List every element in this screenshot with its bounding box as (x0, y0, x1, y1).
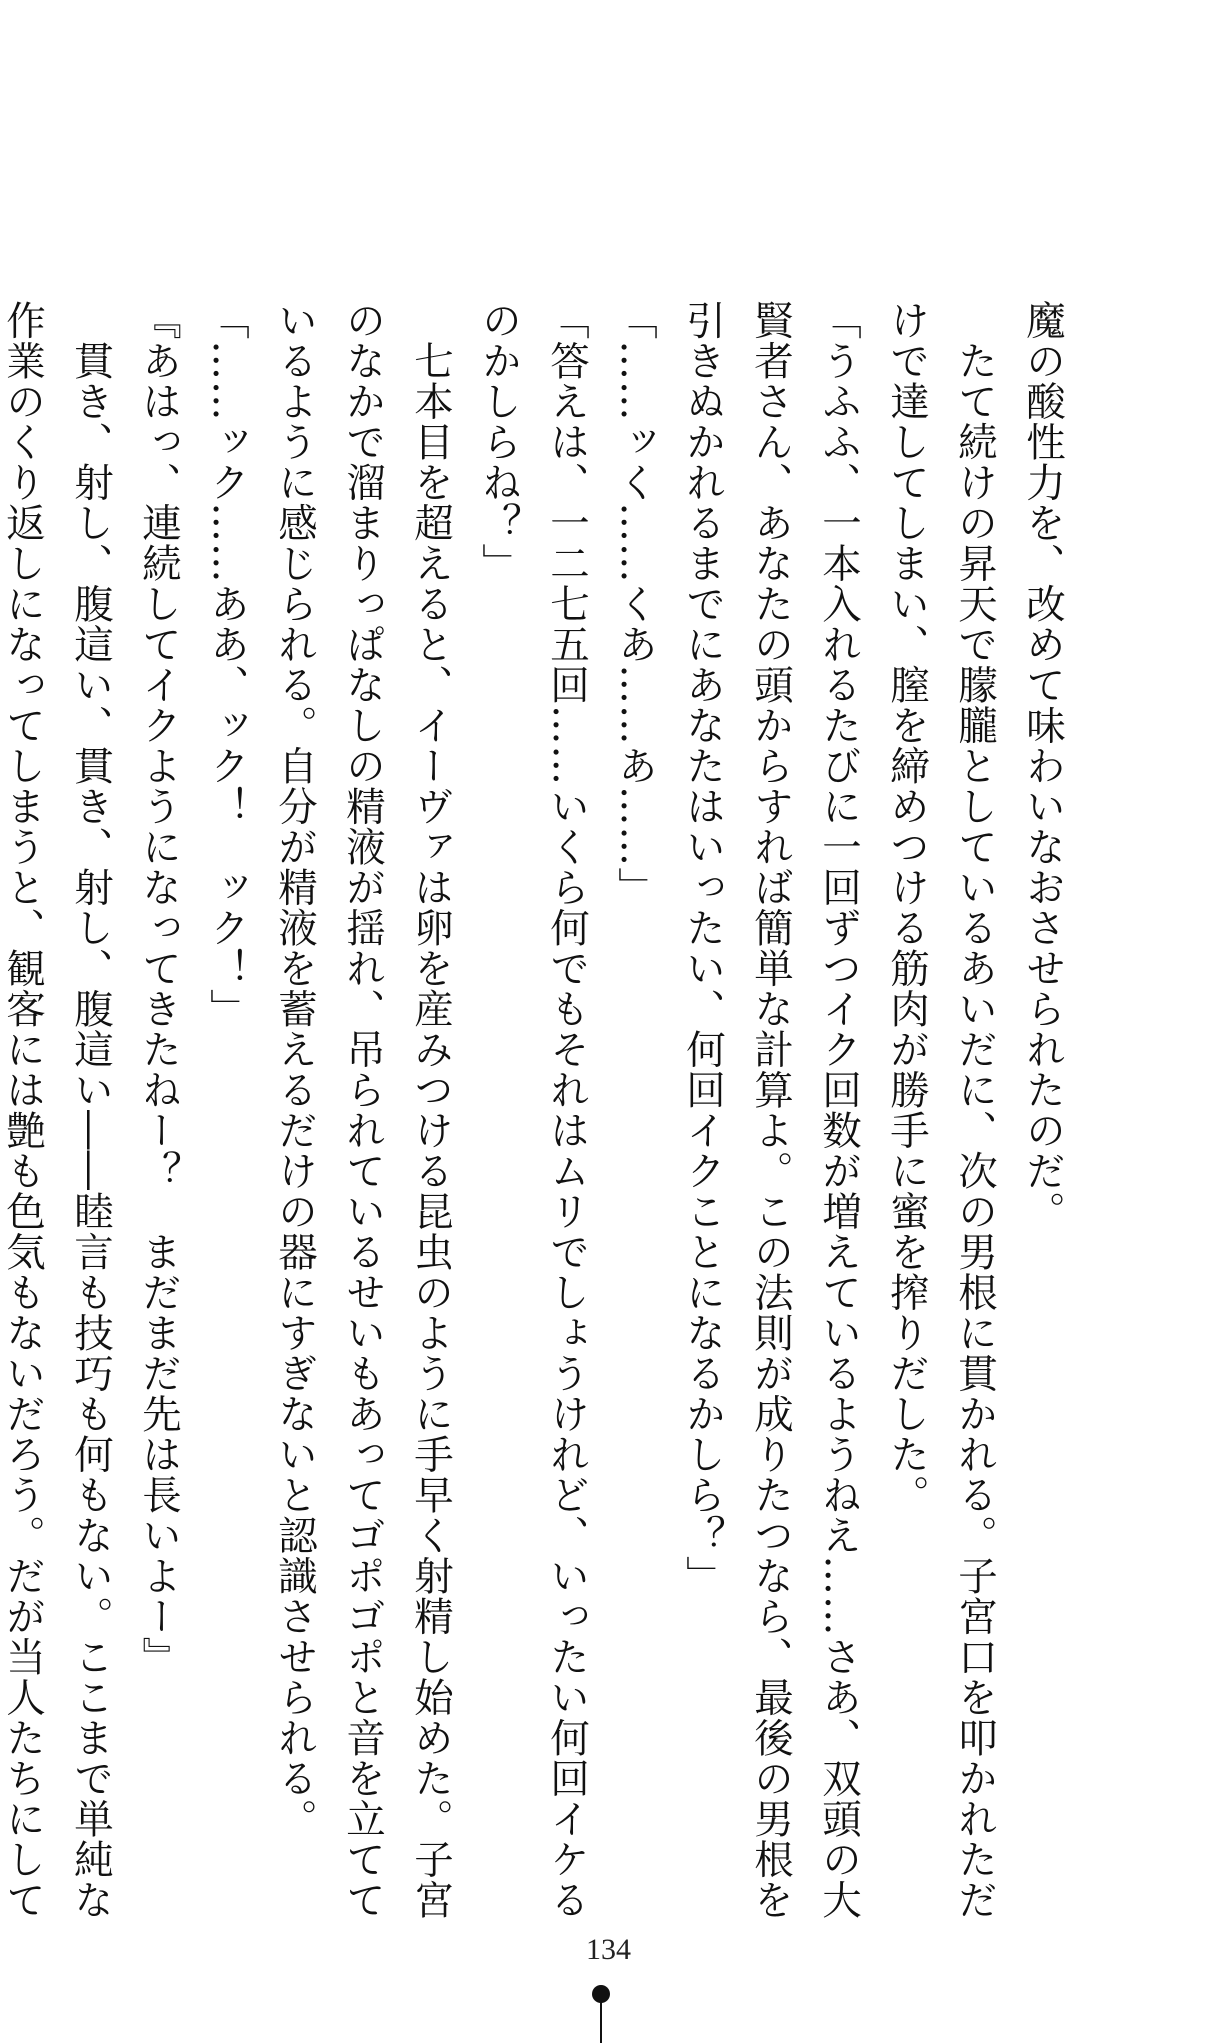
text-line: いるように感じられる。自分が精液を蓄えるだけの器にすぎないと認識させられる。 (272, 300, 318, 1839)
text-line: たて続けの昇天で朦朧としているあいだに、次の男根に貫かれる。子宮口を叩かれただ (952, 300, 998, 1920)
text-line: 引きぬかれるまでにあなたはいったい、何回イクことになるかしら？」 (680, 300, 726, 1596)
text-line: 「うふふ、一本入れるたびに一回ずつイク回数が増えているようねえ……さあ、双頭の大 (816, 300, 862, 1920)
text-line: 「……ッく……くあ……あ……」 (612, 300, 658, 908)
vertical-text-body (0, 300, 1077, 1920)
text-line: 「答えは、一二七五回……いくら何でもそれはムリでしょうけれど、いったい何回イケる (544, 300, 590, 1920)
text-line: 賢者さん、あなたの頭からすれば簡単な計算よ。この法則が成りたつなら、最後の男根を (748, 300, 794, 1920)
text-line: 魔の酸性力を、改めて味わいなおさせられたのだ。 (1020, 300, 1066, 1232)
text-line: 貫き、射し、腹這い、貫き、射し、腹這い――睦言も技巧も何もない。ここまで単純な (68, 300, 114, 1920)
page-marker-icon (592, 1985, 610, 2043)
text-line: 「……ック……ああ、ック！ ック！」 (204, 300, 250, 1029)
page-number: 134 (586, 1933, 631, 1966)
text-line: 作業のくり返しになってしまうと、観客には艶も色気もないだろう。だが当人たちにして (0, 300, 46, 1920)
text-line: けで達してしまい、膣を締めつける筋肉が勝手に蜜を搾りだした。 (884, 300, 930, 1515)
text-line: 『あはっ、連続してイクようになってきたねー？ まだまだ先は長いよー』 (136, 300, 182, 1677)
text-line: のかしらね？」 (476, 300, 522, 584)
text-line: のなかで溜まりっぱなしの精液が揺れ、吊られているせいもあってゴポゴポと音を立てて (340, 300, 386, 1920)
marker-stem (600, 1999, 602, 2043)
text-line: 七本目を超えると、イーヴァは卵を産みつける昆虫のように手早く射精し始めた。子宮 (408, 300, 454, 1920)
